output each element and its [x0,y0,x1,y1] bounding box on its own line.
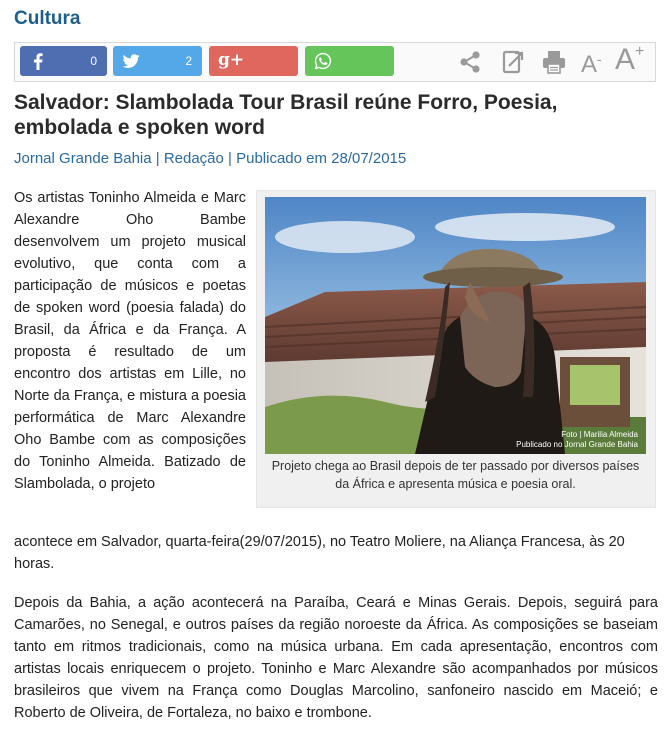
article-photo[interactable] [265,197,646,454]
google-plus-share-button[interactable] [209,46,298,76]
facebook-icon [28,51,48,71]
print-icon[interactable] [539,47,569,77]
font-increase-icon[interactable]: A+ [615,43,645,76]
twitter-share-count: 2 [185,54,192,68]
article-paragraph-1-continued: acontece em Salvador, quarta-feira(29/07/2015), no Teatro Moliere, na Aliança Francesa, às 20 horas. [14,534,625,572]
whatsapp-icon [313,51,333,71]
twitter-share-button[interactable] [113,46,202,76]
article-headline: Salvador: Slambolada Tour Brasil reúne Forro, Poesia, embolada e spoken word [14,91,558,139]
section-title[interactable]: Cultura [14,8,81,29]
article-paragraph-1: Os artistas Toninho Almeida e Marc Alexandre Oho Bambe desenvolvem um projeto musical evolutivo, que conta com a participação de músicos e poetas de spoken word (poesia falada) do Brasil, da África e da França. A proposta é resultado de um encontro dos artistas em Lille, no Norte da França, e mistura a poesia performática de Marc Alexandre Oho Bambe com as composições do Toninho Almeida. Batizado de Slambolada, o projeto [14,190,246,492]
facebook-share-button[interactable] [20,46,107,76]
photo-caption: Projeto chega ao Brasil depois de ter passado por diversos países da África e apresenta música e poesia oral. [271,459,640,491]
photo-illustration [265,197,646,454]
share-icon[interactable] [455,47,485,77]
photo-credit: Foto | Marilia Almeida Publicado no Jornal Grande Bahia [516,430,638,449]
article-figure [256,190,656,508]
export-icon[interactable] [497,47,527,77]
twitter-icon [121,51,141,71]
article-paragraph-2: Depois da Bahia, a ação acontecerá na Paraíba, Ceará e Minas Gerais. Depois, seguirá para Camarões, no Senegal, e outros países da região noroeste da África. As composições se baseiam tanto em ritmos tradicionais, como na música urbana. Em cada apresentação, encontros com artistas locais enriquecem o projeto. Toninho e Marc Alexandre são acompanhados por músicos brasileiros que vivem na França como Douglas Marcolino, sanfoneiro nascido em Maceió; e Roberto de Oliveira, de Fortaleza, no baixo e trombone. [14,595,658,721]
font-decrease-icon[interactable]: A- [581,51,602,78]
whatsapp-share-button[interactable] [305,46,394,76]
facebook-share-count: 0 [90,54,97,68]
google-plus-icon: g+ [218,50,245,70]
share-toolbar [14,42,656,82]
article-byline[interactable]: Jornal Grande Bahia | Redação | Publicado em 28/07/2015 [14,150,407,167]
